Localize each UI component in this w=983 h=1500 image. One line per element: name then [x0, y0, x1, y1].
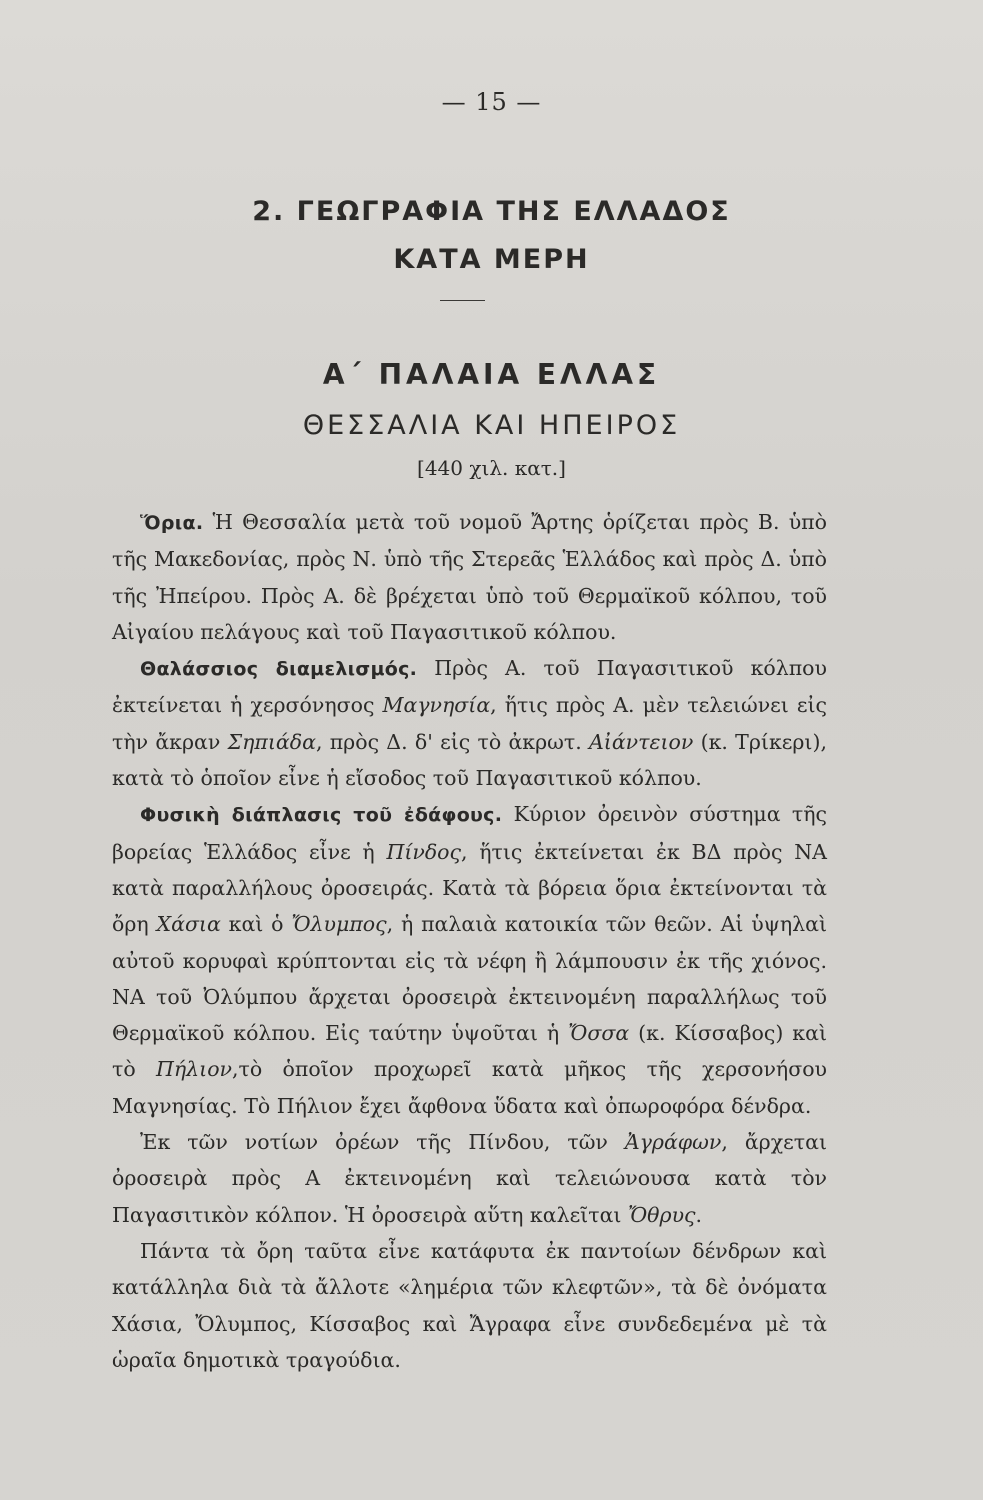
area-note: [440 χιλ. κατ.]	[417, 456, 566, 480]
paragraph-text: ,τὸ ὁποῖον προχωρεῖ κατὰ μῆκος τῆς χερσονήσου Μαγνησίας. Τὸ Πήλιον ἔχει ἄφθονα ὕδατα καὶ ὀπωροφόρα δένδρα.	[112, 1057, 828, 1118]
paragraph-text: καὶ ὁ	[220, 912, 292, 937]
paragraph-text: Πρὸς Α. τοῦ Παγασιτικοῦ κόλπου ἐκτείνεται ἡ χερσόνησος	[112, 656, 827, 718]
paragraph-heading: Φυσικὴ διάπλασις τοῦ ἐδάφους.	[140, 804, 503, 827]
place-name: Ὄλυμπος	[291, 912, 387, 937]
paragraph-forests	[112, 1233, 827, 1378]
paragraph-text: , ἡ παλαιὰ κατοικία τῶν θεῶν. Αἱ ὑψηλαὶ αὐτοῦ κορυφαὶ κρύπτονται εἰς τὰ νέφη ἢ λάμπουσιν ἐκ τῆς χιόνος. ΝΑ τοῦ Ὀλύμπου ἄρχεται ὀροσειρὰ ἐκτεινομένη παραλλήλως τοῦ Θερμαϊκοῦ κόλπου. Εἰς ταύτην ὑψοῦται ἡ	[112, 912, 827, 1046]
place-name: Ὄθρυς	[627, 1202, 696, 1227]
paragraph-text: (κ. Κίσσαβος) καὶ τὸ	[112, 1021, 827, 1082]
paragraph-text: , ἥτις ἐκτείνεται ἐκ ΒΔ πρὸς ΝΑ κατὰ παραλλήλους ὀροσειράς. Κατὰ τὰ βόρεια ὅρια ἐκτείνονται τὰ ὄρη	[112, 839, 827, 937]
paragraph-text: Κύριον ὀρεινὸν σύστημα τῆς βορείας Ἑλλάδος εἶνε ἡ	[112, 802, 828, 864]
paragraph-text: (κ. Τρίκερι), κατὰ τὸ ὁποῖον εἶνε ἡ εἴσοδος τοῦ Παγασιτικοῦ κόλπου.	[112, 729, 827, 791]
paragraph-heading: Ὅρια.	[140, 512, 204, 534]
paragraph-text: , ἥτις πρὸς Α. μὲν τελειώνει εἰς τὴν ἄκραν	[112, 693, 827, 754]
body-text	[112, 504, 827, 1378]
paragraph-text: , πρὸς Δ. δ' εἰς τὸ ἀκρωτ.	[315, 729, 589, 754]
place-name: Πήλιον	[156, 1057, 233, 1082]
paragraph-text: .	[695, 1202, 703, 1227]
page-number: — 15 —	[441, 88, 542, 116]
paragraph-text: , ἄρχεται ὀροσειρὰ πρὸς Α ἐκτεινομένη καὶ τελειώνουσα κατὰ τὸν Παγασιτικὸν κόλπον. Ἡ ὀροσειρὰ αὕτη καλεῖται	[112, 1130, 827, 1227]
section-title: 2. ΓΕΩΓΡΑΦΙΑ ΤΗΣ ΕΛΛΑΔΟΣ	[252, 196, 731, 227]
divider-rule	[440, 300, 485, 301]
place-name: Ἀγράφων	[624, 1130, 722, 1155]
paragraph-borders	[112, 504, 827, 650]
place-name: Μαγνησία	[382, 693, 491, 718]
region-title: ΘΕΣΣΑΛΙΑ ΚΑΙ ΗΠΕΙΡΟΣ	[302, 410, 681, 441]
paragraph-terrain	[112, 796, 827, 1124]
place-name: Ὄσσα	[568, 1021, 630, 1046]
place-name: Χάσια	[156, 912, 221, 937]
paragraph-text: Ἡ Θεσσαλία μετὰ τοῦ νομοῦ Ἄρτης ὁρίζεται πρὸς Β. ὑπὸ τῆς Μακεδονίας, πρὸς Ν. ὑπὸ τῆς Στερεᾶς Ἑλλάδος καὶ πρὸς Δ. ὑπὸ τῆς Ἠπείρου. Πρὸς Α. δὲ βρέχεται ὑπὸ τοῦ Θερμαϊκοῦ κόλπου, τοῦ Αἰγαίου πελάγους καὶ τοῦ Παγασιτικοῦ κόλπου.	[112, 510, 827, 644]
section-subtitle: ΚΑΤΑ ΜΕΡΗ	[393, 244, 590, 275]
place-name: Σηπιάδα	[227, 729, 316, 754]
chapter-title: Α΄ ΠΑΛΑΙΑ ΕΛΛΑΣ	[322, 358, 661, 391]
paragraph-heading: Θαλάσσιος διαμελισμός.	[140, 658, 418, 681]
place-name: Πίνδος	[386, 839, 461, 864]
paragraph-text: Πάντα τὰ ὄρη ταῦτα εἶνε κατάφυτα ἐκ παντοίων δένδρων καὶ κατάλληλα διὰ τὰ ἄλλοτε «λημέρια τῶν κλεφτῶν», τὰ δὲ ὀνόματα Χάσια, Ὄλυμπος, Κίσσαβος καὶ Ἄγραφα εἶνε συνδεδεμένα μὲ τὰ ὡραῖα δημοτικὰ τραγούδια.	[112, 1238, 827, 1372]
paragraph-text: Ἐκ τῶν νοτίων ὀρέων τῆς Πίνδου, τῶν	[140, 1130, 625, 1155]
place-name: Αἰάντειον	[589, 729, 694, 754]
paragraph-othrys	[112, 1124, 827, 1233]
paragraph-coastline	[112, 650, 827, 796]
